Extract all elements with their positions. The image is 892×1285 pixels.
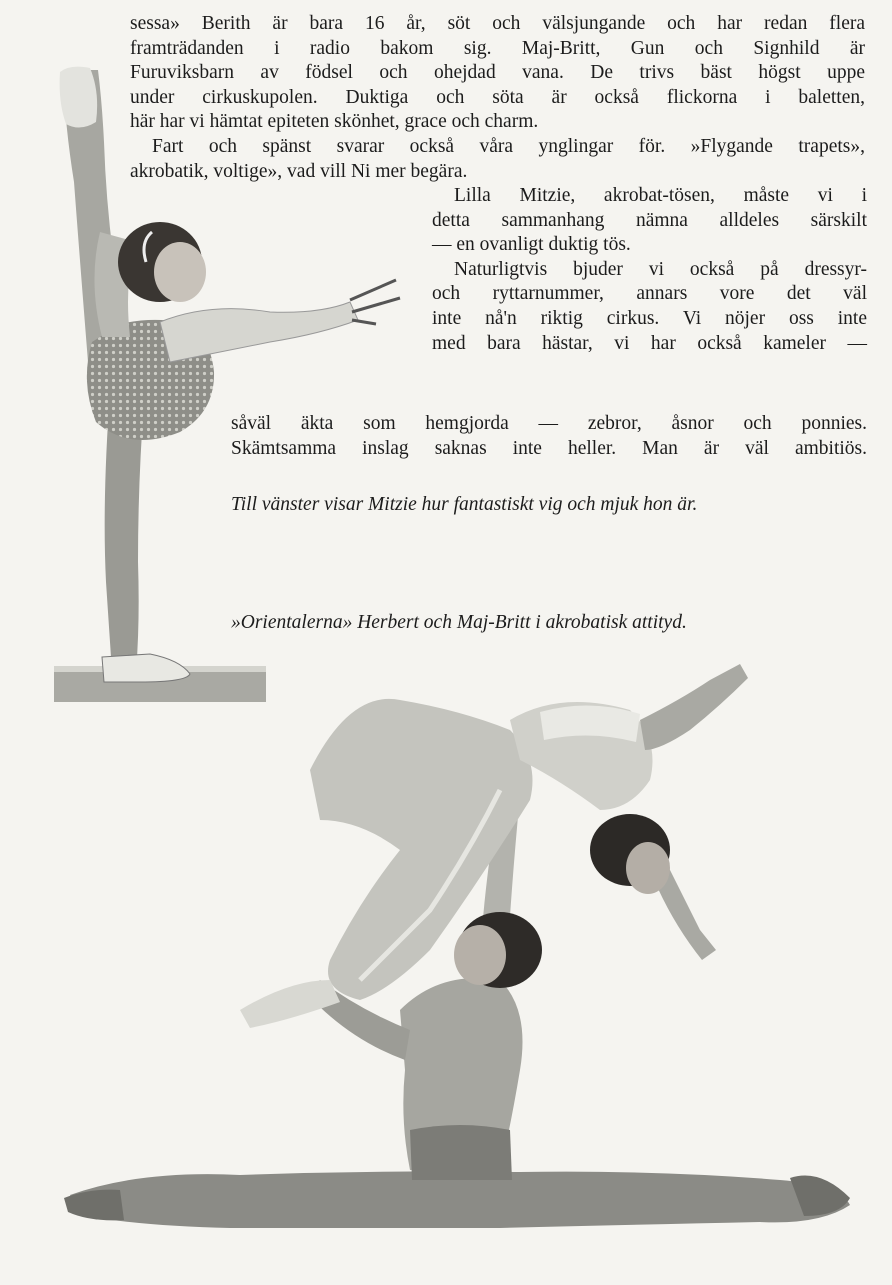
text-line: såväl äkta som hemgjorda — zebror, åsnor och ponnies. [231,413,867,434]
text-line: Lilla Mitzie, akrobat-tösen, måste vi i [454,185,867,206]
orientalerna-caption: »Orientalerna» Herbert och Maj-Britt i akrobatisk attityd. [231,612,687,633]
text-line: här har vi hämtat epiteten skönhet, grace och charm. [130,111,539,133]
article-right-column-text [432,184,867,356]
text-line: Fart och spänst svarar också våra ynglingar för. »Flygande trapets», [152,135,865,157]
text-line: framträdanden i radio bakom sig. Maj-Britt, Gun och Signhild är [130,37,865,59]
mitzie-photo [40,62,420,712]
text-line: under cirkuskupolen. Duktiga och söta är också flickorna i baletten, [130,86,865,108]
text-line: sessa» Berith är bara 16 år, söt och välsjungande och har redan flera [130,13,865,34]
text-line: Skämtsamma inslag saknas inte heller. Man är väl ambitiös. [231,437,867,459]
text-line: och ryttarnummer, annars vore det väl [432,283,867,305]
text-line: detta sammanhang nämna alldeles särskilt [432,209,867,231]
text-line: Furuviksbarn av födsel och ohejdad vana. De trivs bäst högst uppe [130,62,865,84]
text-line: med bara hästar, vi har också kameler — [432,332,867,354]
text-line: — en ovanligt duktig tös. [432,234,631,256]
text-line: inte nå'n riktig cirkus. Vi nöjer oss inte [432,307,867,329]
mitzie-caption: Till vänster visar Mitzie hur fantastiskt vig och mjuk hon är. [231,494,698,515]
text-line: akrobatik, voltige», vad vill Ni mer begära. [130,160,468,182]
orientalerna-photo [60,650,870,1250]
text-line: Naturligtvis bjuder vi också på dressyr- [454,258,867,280]
